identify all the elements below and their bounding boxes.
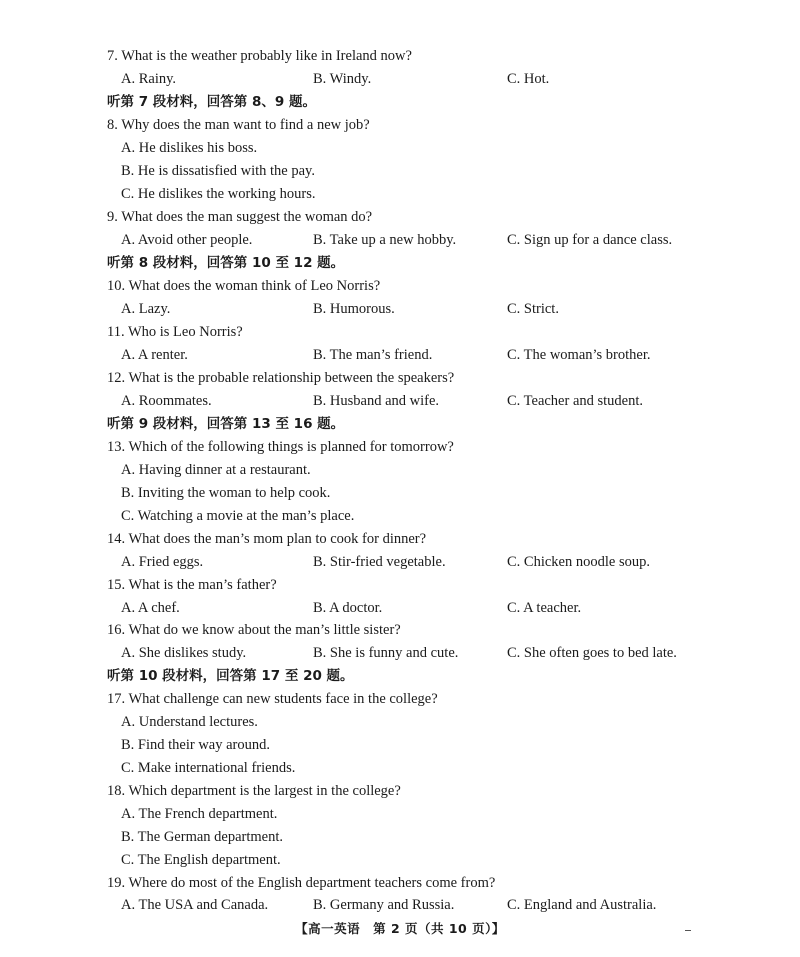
option-a: A. He dislikes his boss. <box>121 140 258 156</box>
option-c: C. The English department. <box>121 852 281 868</box>
page-footer: 【高一英语 第 2 页（共 10 页）】 <box>295 921 505 936</box>
option-b: B. The man’s friend. <box>313 347 433 363</box>
scan-mark <box>685 930 691 931</box>
option-a: A. Rainy. <box>121 71 177 87</box>
question-10-stem: 10. What does the woman think of Leo Norris? <box>107 278 381 294</box>
question-18-option-c <box>0 850 800 870</box>
option-c: C. The woman’s brother. <box>507 347 651 363</box>
option-a: A. Understand lectures. <box>121 714 258 730</box>
question-19-options <box>0 895 800 915</box>
section-instruction-10: 听第 10 段材料，回答第 17 至 20 题。 <box>107 668 354 684</box>
question-7-stem: 7. What is the weather probably like in Ireland now? <box>107 48 412 64</box>
option-a: A. Roommates. <box>121 393 212 409</box>
question-13-option-c <box>0 506 800 526</box>
question-9-stem: 9. What does the man suggest the woman do? <box>107 209 373 225</box>
option-c: C. Make international friends. <box>121 760 296 776</box>
option-a: A. Lazy. <box>121 301 171 317</box>
option-c: C. She often goes to bed late. <box>507 645 677 661</box>
option-b: B. He is dissatisfied with the pay. <box>121 163 315 179</box>
option-b: B. Find their way around. <box>121 737 271 753</box>
question-14-stem: 14. What does the man’s mom plan to cook for dinner? <box>107 531 427 547</box>
question-13-option-a <box>0 460 800 480</box>
question-12-options <box>0 391 800 411</box>
question-8-option-c <box>0 184 800 204</box>
question-9-options <box>0 230 800 250</box>
question-17-option-b <box>0 735 800 755</box>
option-a: A. A renter. <box>121 347 188 363</box>
question-18-option-a <box>0 804 800 824</box>
option-b: B. Stir-fried vegetable. <box>313 554 446 570</box>
option-b: B. She is funny and cute. <box>313 645 459 661</box>
option-b: B. Germany and Russia. <box>313 897 455 913</box>
option-c: C. Strict. <box>507 301 559 317</box>
question-12-stem: 12. What is the probable relationship between the speakers? <box>107 370 455 386</box>
question-17-option-c <box>0 758 800 778</box>
option-b: B. A doctor. <box>313 600 383 616</box>
option-b: B. Take up a new hobby. <box>313 232 457 248</box>
option-a: A. A chef. <box>121 600 180 616</box>
option-a: A. Fried eggs. <box>121 554 204 570</box>
option-a: A. Avoid other people. <box>121 232 253 248</box>
option-a: A. The French department. <box>121 806 278 822</box>
option-c: C. Chicken noodle soup. <box>507 554 650 570</box>
question-15-stem: 15. What is the man’s father? <box>107 577 277 593</box>
option-c: C. Sign up for a dance class. <box>507 232 673 248</box>
question-7-options <box>0 69 800 89</box>
option-c: C. Teacher and student. <box>507 393 644 409</box>
option-b: B. Inviting the woman to help cook. <box>121 485 331 501</box>
option-b: B. Husband and wife. <box>313 393 440 409</box>
section-instruction-9: 听第 9 段材料，回答第 13 至 16 题。 <box>107 416 345 432</box>
option-c: C. England and Australia. <box>507 897 657 913</box>
question-18-stem: 18. Which department is the largest in the college? <box>107 783 401 799</box>
option-c: C. He dislikes the working hours. <box>121 186 316 202</box>
question-17-stem: 17. What challenge can new students face in the college? <box>107 691 438 707</box>
question-8-stem: 8. Why does the man want to find a new job? <box>107 117 370 133</box>
option-b: B. The German department. <box>121 829 283 845</box>
question-17-option-a <box>0 712 800 732</box>
option-a: A. The USA and Canada. <box>121 897 269 913</box>
option-c: C. Hot. <box>507 71 550 87</box>
option-b: B. Windy. <box>313 71 372 87</box>
question-16-stem: 16. What do we know about the man’s little sister? <box>107 622 401 638</box>
question-15-options <box>0 598 800 618</box>
option-a: A. She dislikes study. <box>121 645 247 661</box>
section-instruction-8: 听第 8 段材料，回答第 10 至 12 题。 <box>107 255 345 271</box>
option-c: C. A teacher. <box>507 600 582 616</box>
option-b: B. Humorous. <box>313 301 395 317</box>
question-13-stem: 13. Which of the following things is planned for tomorrow? <box>107 439 454 455</box>
question-11-stem: 11. Who is Leo Norris? <box>107 324 243 340</box>
section-instruction-7: 听第 7 段材料，回答第 8、9 题。 <box>107 94 316 110</box>
question-10-options <box>0 299 800 319</box>
question-16-options <box>0 643 800 663</box>
question-13-option-b <box>0 483 800 503</box>
question-8-option-a <box>0 138 800 158</box>
option-a: A. Having dinner at a restaurant. <box>121 462 311 478</box>
question-11-options <box>0 345 800 365</box>
question-18-option-b <box>0 827 800 847</box>
question-14-options <box>0 552 800 572</box>
question-8-option-b <box>0 161 800 181</box>
option-c: C. Watching a movie at the man’s place. <box>121 508 355 524</box>
question-19-stem: 19. Where do most of the English department teachers come from? <box>107 875 496 891</box>
